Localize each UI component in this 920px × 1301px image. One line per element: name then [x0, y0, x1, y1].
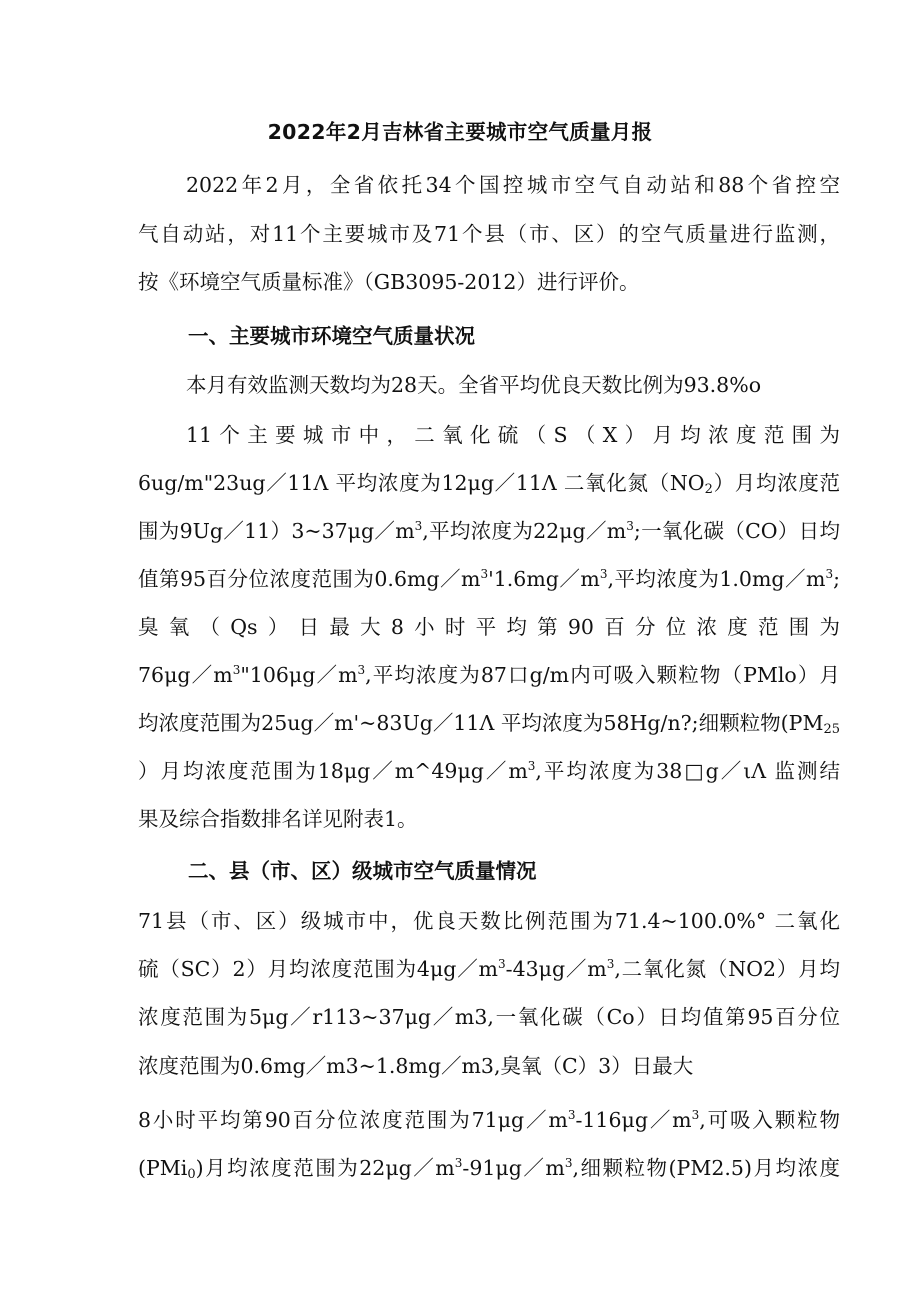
- section-1-line-4: [138, 565, 840, 593]
- text-run: -116μg／m: [575, 1108, 692, 1132]
- section-2-heading: 二、县（市、区）级城市空气质量情况: [188, 859, 537, 883]
- text-run: ,二氧化氮（NO2）月均: [614, 957, 841, 981]
- superscript: 3: [825, 567, 834, 581]
- text-run: 6ug/m"23ug／11Λ 平均浓度为12μg／11Λ 二氧化氮（NO: [138, 471, 705, 495]
- text-run: ,可吸入颗粒物: [699, 1108, 840, 1132]
- section-1-heading: 一、主要城市环境空气质量状况: [188, 324, 475, 348]
- superscript: 3: [691, 1108, 700, 1122]
- superscript: 3: [564, 1156, 573, 1170]
- text-run: 围为9Ug／11）3~37μg／m: [138, 519, 415, 543]
- subscript: 0: [187, 1167, 196, 1182]
- section-2-line-6: [138, 1154, 840, 1182]
- superscript: 3: [527, 759, 536, 773]
- section-1-line-2: [138, 469, 840, 497]
- text-run: 值第95百分位浓度范围为0.6mg／m: [138, 567, 481, 591]
- section-1-line-8: [138, 757, 840, 785]
- text-run: 硫（SC）2）月均浓度范围为4μg／m: [138, 957, 498, 981]
- section-1-line-1: 11个主要城市中，二氧化硫（S（X）月均浓度范围为: [186, 423, 840, 447]
- intro-line-1: 2022年2月，全省依托34个国控城市空气自动站和88个省控空: [186, 173, 840, 197]
- text-run: 76μg／m: [138, 663, 233, 687]
- section-2-line-3: 浓度范围为5μg／r113~37μg／m3,一氧化碳（Co）日均值第95百分位: [138, 1005, 840, 1029]
- text-run: (PMi: [138, 1156, 188, 1180]
- text-run: )月均浓度范围为22μg／m: [195, 1156, 455, 1180]
- text-run: ）月均浓度范: [712, 471, 840, 495]
- text-run: -91μg／m: [462, 1156, 565, 1180]
- intro-line-3: 按《环境空气质量标准》（GB3095-2012）进行评价。: [138, 270, 640, 294]
- intro-line-2: 气自动站，对11个主要城市及71个县（市、区）的空气质量进行监测，: [138, 222, 840, 246]
- text-run: ,平均浓度为38□g／ιΛ 监测结: [535, 759, 840, 783]
- superscript: 3: [606, 957, 615, 971]
- text-run: -43μg／m: [505, 957, 607, 981]
- superscript: 3: [498, 957, 506, 971]
- superscript: 3: [357, 663, 366, 677]
- superscript: 3: [414, 519, 423, 533]
- section-2-line-4: 浓度范围为0.6mg／m3~1.8mg／m3,臭氧（C）3）日最大: [138, 1054, 694, 1078]
- text-run: 8小时平均第90百分位浓度范围为71μg／m: [138, 1108, 568, 1132]
- superscript: 3: [480, 567, 489, 581]
- superscript: 3: [454, 1156, 463, 1170]
- subscript: 25: [823, 722, 840, 737]
- text-run: 均浓度范围为25ug／m'~83Ug／11Λ 平均浓度为58Hg/n?;细颗粒物(PM: [138, 711, 824, 735]
- text-run: ,细颗粒物(PM2.5)月均浓度: [572, 1156, 840, 1180]
- text-run: ;: [833, 567, 840, 591]
- text-run: ,平均浓度为87口g/m内可吸入颗粒物（PMlo）月: [365, 663, 840, 687]
- section-1-line-9: 果及综合指数排名详见附表1。: [138, 807, 418, 831]
- superscript: 3: [232, 663, 241, 677]
- text-run: ）月均浓度范围为18μg／m^49μg／m: [138, 759, 528, 783]
- section-1-line-6: [138, 661, 840, 689]
- section-1-line-5: 臭氧（Qs）日最大8小时平均第90百分位浓度范围为: [138, 615, 840, 639]
- subscript: 2: [704, 482, 713, 497]
- section-2-line-1: 71县（市、区）级城市中，优良天数比例范围为71.4~100.0%° 二氧化: [138, 909, 840, 933]
- superscript: 3: [626, 519, 634, 533]
- section-1-line-3: [138, 517, 840, 545]
- text-run: '1.6mg／m: [488, 567, 600, 591]
- document-title: 2022年2月吉林省主要城市空气质量月报: [267, 120, 653, 144]
- superscript: 3: [567, 1108, 576, 1122]
- text-run: ,平均浓度为1.0mg／m: [607, 567, 826, 591]
- text-run: "106μg／m: [240, 663, 358, 687]
- text-run: ,平均浓度为22μg／m: [422, 519, 627, 543]
- section-2-line-2: [138, 955, 840, 983]
- section-1-line-7: [138, 709, 840, 737]
- superscript: 3: [599, 567, 608, 581]
- section-1-summary: 本月有效监测天数均为28天。全省平均优良天数比例为93.8%o: [186, 373, 762, 397]
- section-2-line-5: [138, 1106, 840, 1134]
- text-run: ;一氧化碳（CO）日均: [633, 519, 840, 543]
